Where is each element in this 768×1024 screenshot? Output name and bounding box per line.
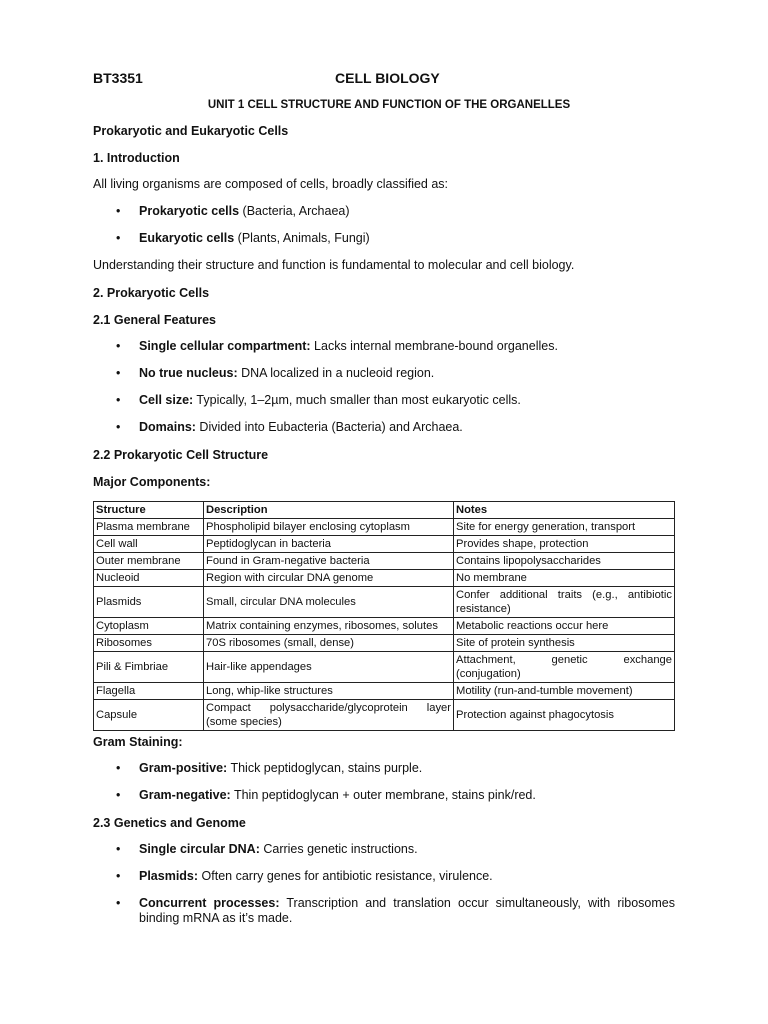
table-cell: Region with circular DNA genome (204, 570, 454, 587)
table-cell: Protection against phagocytosis (454, 700, 675, 731)
list-item: • Concurrent processes: Transcription and translation occur simultaneously, with ribosomes binding mRNA as it’s made. (116, 896, 675, 925)
list-item: • Domains: Divided into Eubacteria (Bacteria) and Archaea. (116, 420, 463, 434)
table-cell: Compact polysaccharide/glycoprotein layer (some species) (204, 700, 454, 731)
table-cell: Nucleoid (94, 570, 204, 587)
table-cell: Found in Gram-negative bacteria (204, 553, 454, 570)
section-heading: 2.1 General Features (93, 313, 216, 327)
table-row (94, 683, 675, 700)
bullet-icon: • (116, 393, 121, 407)
table-cell: Phospholipid bilayer enclosing cytoplasm (204, 519, 454, 536)
table-cell: Metabolic reactions occur here (454, 618, 675, 635)
list-item: • Single cellular compartment: Lacks internal membrane-bound organelles. (116, 339, 558, 353)
table-cell: Site for energy generation, transport (454, 519, 675, 536)
bullet-icon: • (116, 869, 121, 883)
bullet-icon: • (116, 366, 121, 380)
bullet-icon: • (116, 420, 121, 434)
bullet-icon: • (116, 231, 121, 245)
bullet-icon: • (116, 339, 121, 353)
bullet-list (93, 761, 675, 803)
table-row (94, 587, 675, 618)
list-item: • Single circular DNA: Carries genetic instructions. (116, 842, 418, 856)
bullet-icon: • (116, 204, 121, 218)
document-page (93, 66, 675, 926)
list-item: • Gram-positive: Thick peptidoglycan, stains purple. (116, 761, 423, 775)
table-row (94, 519, 675, 536)
column-header: Structure (94, 502, 204, 519)
table-cell: 70S ribosomes (small, dense) (204, 635, 454, 652)
list-item: • Cell size: Typically, 1–2µm, much smaller than most eukaryotic cells. (116, 393, 521, 407)
column-header: Notes (454, 502, 675, 519)
list-item: • Gram-negative: Thin peptidoglycan + outer membrane, stains pink/red. (116, 788, 536, 802)
table-cell: Pili & Fimbriae (94, 652, 204, 683)
table-header-row (94, 502, 675, 519)
bullet-list (93, 339, 675, 435)
table-row (94, 553, 675, 570)
table-cell: Plasmids (94, 587, 204, 618)
table-cell: Cell wall (94, 536, 204, 553)
section-heading: Major Components: (93, 475, 211, 489)
section-heading: 2. Prokaryotic Cells (93, 286, 210, 300)
document-header (93, 66, 675, 92)
table-row (94, 618, 675, 635)
section-heading: 2.2 Prokaryotic Cell Structure (93, 448, 269, 462)
bullet-list (93, 204, 675, 246)
table-cell: Hair-like appendages (204, 652, 454, 683)
table-row (94, 652, 675, 683)
section-heading: Gram Staining: (93, 735, 183, 749)
table-cell: No membrane (454, 570, 675, 587)
table-row (94, 536, 675, 553)
table-cell: Confer additional traits (e.g., antibiotic resistance) (454, 587, 675, 618)
table-cell: Motility (run-and-tumble movement) (454, 683, 675, 700)
table-cell: Cytoplasm (94, 618, 204, 635)
paragraph: All living organisms are composed of cells, broadly classified as: (93, 177, 449, 191)
table-cell: Provides shape, protection (454, 536, 675, 553)
bullet-icon: • (116, 761, 121, 775)
bullet-icon: • (116, 896, 121, 910)
list-item: • Prokaryotic cells (Bacteria, Archaea) (116, 204, 350, 218)
bullet-icon: • (116, 788, 121, 802)
course-title: CELL BIOLOGY (335, 70, 440, 86)
table-cell: Outer membrane (94, 553, 204, 570)
bullet-list (93, 842, 675, 926)
section-heading: 2.3 Genetics and Genome (93, 816, 246, 830)
table-cell: Attachment, genetic exchange (conjugation) (454, 652, 675, 683)
bullet-icon: • (116, 842, 121, 856)
table-cell: Ribosomes (94, 635, 204, 652)
list-item: • Plasmids: Often carry genes for antibiotic resistance, virulence. (116, 869, 493, 883)
table-cell: Capsule (94, 700, 204, 731)
table-cell: Site of protein synthesis (454, 635, 675, 652)
list-item: • No true nucleus: DNA localized in a nucleoid region. (116, 366, 435, 380)
table-cell: Long, whip-like structures (204, 683, 454, 700)
table-cell: Small, circular DNA molecules (204, 587, 454, 618)
table-row (94, 700, 675, 731)
table-row (94, 635, 675, 652)
list-item: • Eukaryotic cells (Plants, Animals, Fungi) (116, 231, 370, 245)
components-table (93, 501, 675, 731)
course-code: BT3351 (93, 70, 143, 86)
table-cell: Peptidoglycan in bacteria (204, 536, 454, 553)
unit-title: UNIT 1 CELL STRUCTURE AND FUNCTION OF THE ORGANELLES (207, 99, 571, 111)
table-cell: Plasma membrane (94, 519, 204, 536)
section-heading: Prokaryotic and Eukaryotic Cells (93, 124, 289, 138)
paragraph: Understanding their structure and function is fundamental to molecular and cell biology. (93, 258, 575, 272)
table-cell: Matrix containing enzymes, ribosomes, solutes (204, 618, 454, 635)
table-cell: Flagella (94, 683, 204, 700)
table-row (94, 570, 675, 587)
section-heading: 1. Introduction (93, 151, 180, 165)
table-cell: Contains lipopolysaccharides (454, 553, 675, 570)
column-header: Description (204, 502, 454, 519)
